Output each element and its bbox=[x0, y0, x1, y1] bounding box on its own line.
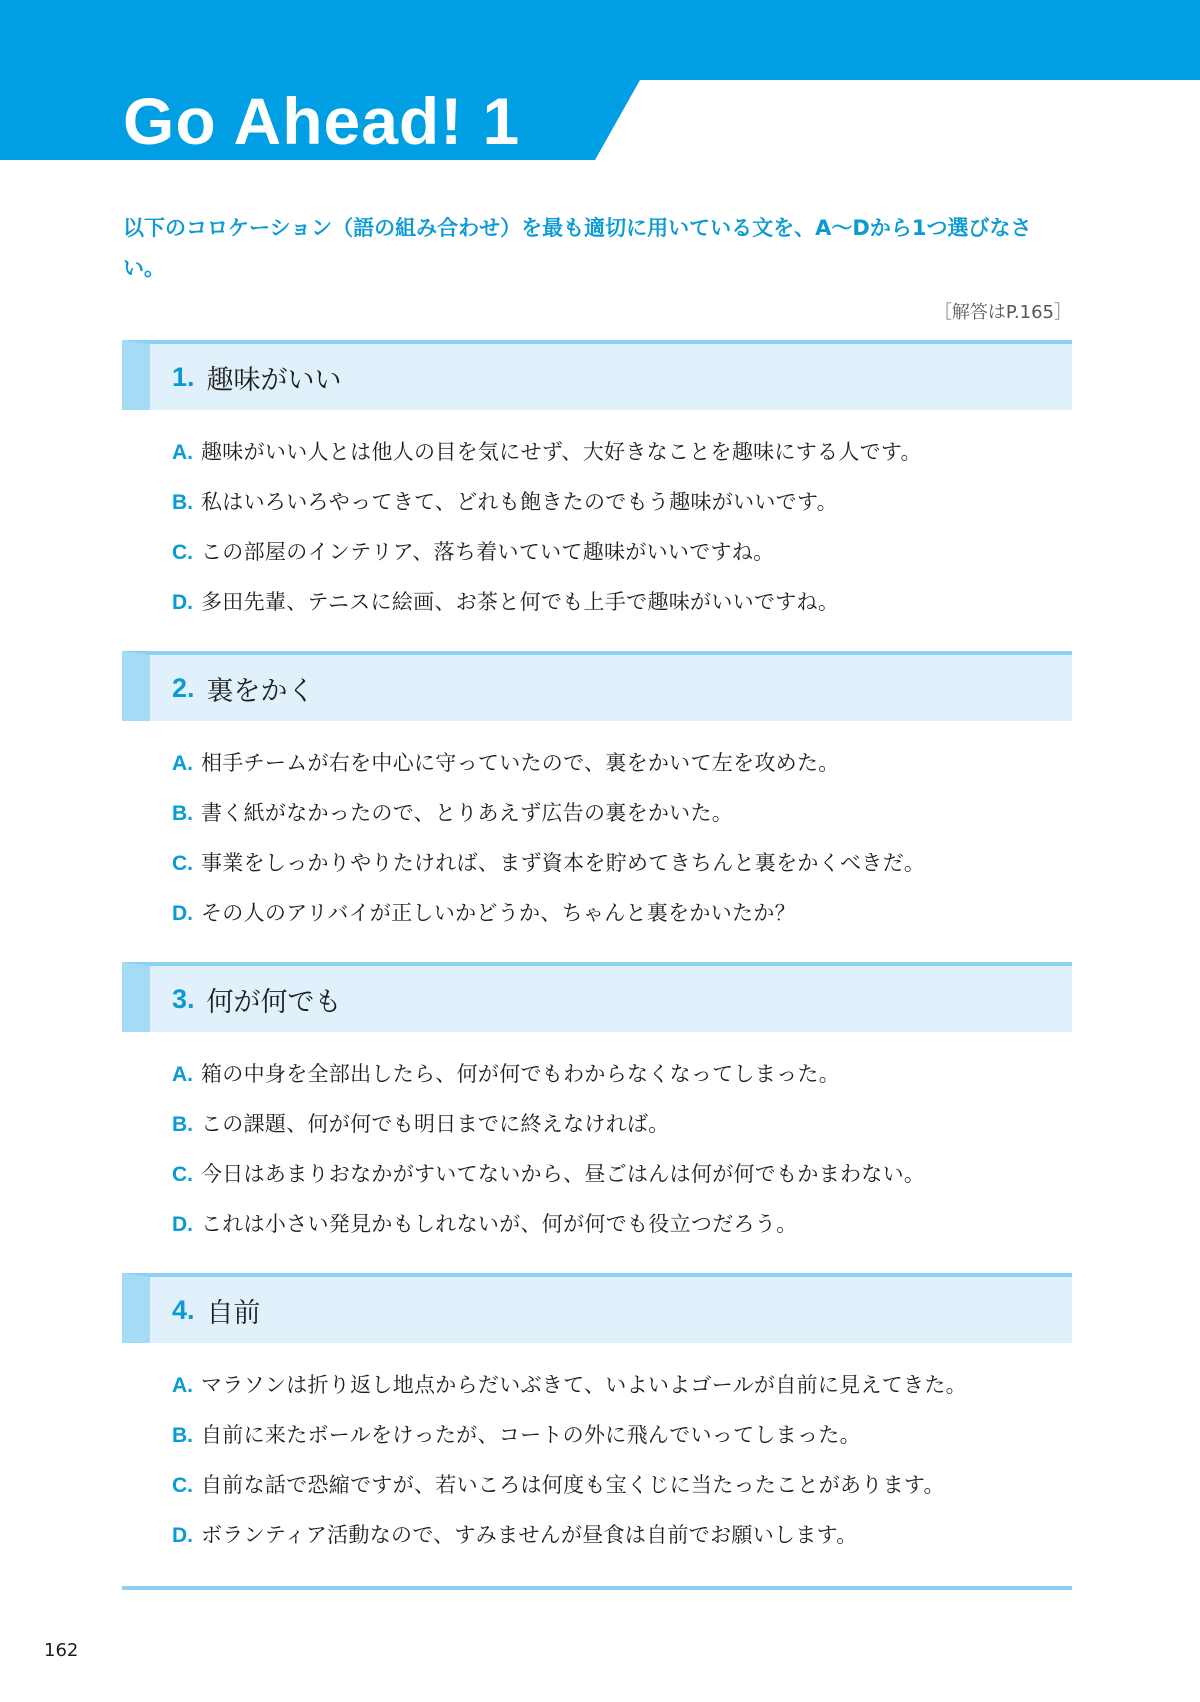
option-text: 事業をしっかりやりたければ、まず資本を貯めてきちんと裏をかくべきだ。 bbox=[201, 851, 926, 875]
option-d[interactable] bbox=[172, 896, 796, 930]
option-d[interactable] bbox=[172, 585, 839, 619]
option-text: 自前な話で恐縮ですが、若いころは何度も宝くじに当たったことがあります。 bbox=[201, 1473, 945, 1497]
option-text: マラソンは折り返し地点からだいぶきて、いよいよゴールが自前に見えてきた。 bbox=[201, 1373, 967, 1397]
question-term: 何が何でも bbox=[206, 986, 342, 1018]
question-section-4 bbox=[122, 1273, 1072, 1547]
question-number: 4. bbox=[172, 1294, 195, 1325]
question-term: 自前 bbox=[206, 1297, 261, 1329]
page-title: Go Ahead! 1 bbox=[123, 84, 521, 158]
option-letter: D. bbox=[172, 591, 193, 614]
answer-reference: ［解答はP.165］ bbox=[933, 302, 1072, 323]
option-letter: A. bbox=[172, 1063, 193, 1086]
option-text: ボランティア活動なので、すみませんが昼食は自前でお願いします。 bbox=[201, 1523, 858, 1547]
option-letter: D. bbox=[172, 902, 193, 925]
option-text: この部屋のインテリア、落ち着いていて趣味がいいですね。 bbox=[201, 540, 775, 564]
option-letter: A. bbox=[172, 752, 193, 775]
question-section-1 bbox=[122, 340, 1072, 614]
option-letter: B. bbox=[172, 491, 193, 514]
option-a[interactable] bbox=[172, 746, 840, 780]
option-letter: C. bbox=[172, 1474, 193, 1497]
option-letter: A. bbox=[172, 1374, 193, 1397]
question-section-3 bbox=[122, 962, 1072, 1236]
option-text: これは小さい発見かもしれないが、何が何でも役立つだろう。 bbox=[201, 1212, 798, 1236]
option-text: その人のアリバイが正しいかどうか、ちゃんと裏をかいたか？ bbox=[201, 901, 796, 925]
option-c[interactable] bbox=[172, 846, 925, 880]
bottom-divider bbox=[122, 1586, 1072, 1590]
option-text: 自前に来たボールをけったが、コートの外に飛んでいってしまった。 bbox=[201, 1423, 861, 1447]
option-c[interactable] bbox=[172, 1468, 945, 1502]
option-letter: C. bbox=[172, 541, 193, 564]
option-b[interactable] bbox=[172, 1107, 670, 1141]
option-b[interactable] bbox=[172, 796, 733, 830]
question-number: 1. bbox=[172, 361, 195, 392]
option-text: 多田先輩、テニスに絵画、お茶と何でも上手で趣味がいいですね。 bbox=[201, 590, 840, 614]
option-letter: A. bbox=[172, 441, 193, 464]
option-letter: B. bbox=[172, 802, 193, 825]
option-letter: D. bbox=[172, 1524, 193, 1547]
option-text: 書く紙がなかったので、とりあえず広告の裏をかいた。 bbox=[201, 801, 734, 825]
option-a[interactable] bbox=[172, 435, 922, 469]
option-letter: C. bbox=[172, 1163, 193, 1186]
question-number: 3. bbox=[172, 983, 195, 1014]
option-letter: B. bbox=[172, 1424, 193, 1447]
option-text: 今日はあまりおなかがすいてないから、昼ごはんは何が何でもかまわない。 bbox=[201, 1162, 926, 1186]
option-letter: B. bbox=[172, 1113, 193, 1136]
option-b[interactable] bbox=[172, 485, 838, 519]
question-header bbox=[122, 651, 1072, 721]
option-text: 趣味がいい人とは他人の目を気にせず、大好きなことを趣味にする人です。 bbox=[201, 440, 922, 464]
page-number: 162 bbox=[44, 1640, 79, 1661]
option-d[interactable] bbox=[172, 1518, 858, 1552]
option-text: 相手チームが右を中心に守っていたので、裏をかいて左を攻めた。 bbox=[201, 751, 840, 775]
option-text: 私はいろいろやってきて、どれも飽きたのでもう趣味がいいです。 bbox=[201, 490, 838, 514]
option-c[interactable] bbox=[172, 1157, 925, 1191]
question-term: 裏をかく bbox=[206, 675, 315, 707]
option-c[interactable] bbox=[172, 535, 774, 569]
question-term: 趣味がいい bbox=[206, 364, 342, 396]
option-text: 箱の中身を全部出したら、何が何でもわからなくなってしまった。 bbox=[201, 1062, 840, 1086]
question-header bbox=[122, 962, 1072, 1032]
option-letter: C. bbox=[172, 852, 193, 875]
option-d[interactable] bbox=[172, 1207, 797, 1241]
option-letter: D. bbox=[172, 1213, 193, 1236]
instruction-text: 以下のコロケーション（語の組み合わせ）を最も適切に用いている文を、A～Dから1つ選びなさい。 bbox=[123, 216, 1032, 280]
question-header bbox=[122, 1273, 1072, 1343]
question-header bbox=[122, 340, 1072, 410]
option-b[interactable] bbox=[172, 1418, 861, 1452]
question-section-2 bbox=[122, 651, 1072, 925]
question-number: 2. bbox=[172, 672, 195, 703]
option-a[interactable] bbox=[172, 1057, 840, 1091]
option-text: この課題、何が何でも明日までに終えなければ。 bbox=[201, 1112, 670, 1136]
option-a[interactable] bbox=[172, 1368, 967, 1402]
